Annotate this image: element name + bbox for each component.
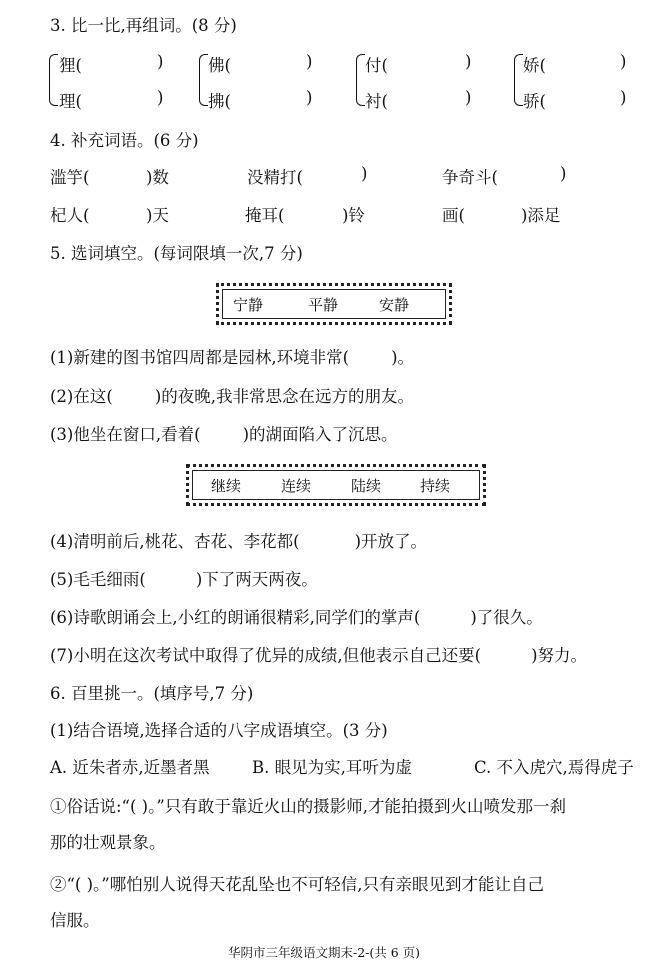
q5-item-2 (50, 383, 414, 407)
q3-word-top: 付( (365, 56, 388, 75)
q5-item-1 (50, 344, 414, 368)
q6-item2-line1: ②“( )。”哪怕别人说得天花乱坠也不可轻信,只有亲眼见到才能让自己 (50, 875, 544, 894)
q3-paren-close: ) (306, 52, 313, 71)
q4-idiom-post: )数 (146, 168, 169, 187)
q4-idiom-pre: 滥竽( (50, 168, 90, 187)
q5-item-text: (3)他坐在窗口,看着( (50, 425, 201, 444)
q3-paren-close: ) (157, 52, 164, 71)
q5-item-text: (1)新建的图书馆四周都是园林,环境非常( (50, 348, 350, 367)
q3-word-bottom: 衬( (365, 92, 388, 111)
q4-idiom-pre: 杞人( (50, 206, 90, 225)
q5-item-text: (7)小明在这次考试中取得了优异的成绩,但他表示自己还要( (50, 646, 482, 665)
q3-paren-close: ) (465, 52, 472, 71)
q5-item-text: )的湖面陷入了沉思。 (242, 425, 398, 444)
page-footer: 华阴市三年级语文期末-2-(共 6 页) (228, 945, 421, 960)
q3-paren-close: ) (620, 52, 627, 71)
q5-item-7 (50, 642, 587, 666)
q6-option-b: B. 眼见为实,耳听为虚 (252, 758, 412, 777)
q6-option-c: C. 不入虎穴,焉得虎子 (474, 758, 634, 777)
q4-title: 4. 补充词语。(6 分) (50, 131, 199, 150)
word-bank-word: 连续 (281, 477, 312, 495)
q3-title: 3. 比一比,再组词。(8 分) (50, 16, 237, 35)
q5-title: 5. 选词填空。(每词限填一次,7 分) (50, 244, 303, 263)
q5-item-text: )努力。 (531, 646, 587, 665)
q5-item-text: (5)毛毛细雨( (50, 570, 146, 589)
q4-idiom-pre: 掩耳( (245, 206, 285, 225)
q5-item-text: )。 (391, 348, 414, 367)
q5-item-text: )开放了。 (354, 532, 427, 551)
brace-icon (356, 54, 365, 106)
q4-idiom-post: ) (361, 164, 368, 183)
q5-item-4 (50, 528, 427, 552)
word-bank-word: 平静 (308, 296, 339, 314)
q4-idiom-post: )天 (146, 206, 169, 225)
q6-sub1: (1)结合语境,选择合适的八字成语填空。(3 分) (50, 721, 388, 740)
q5-item-3 (50, 421, 398, 445)
q5-item-text: )了很久。 (470, 608, 543, 627)
q5-item-text: (2)在这( (50, 387, 113, 406)
q4-idiom-post: ) (560, 164, 567, 183)
q4-idiom-pre: 争奇斗( (442, 168, 498, 187)
q3-word-top: 狸( (59, 56, 82, 75)
brace-icon (514, 54, 523, 106)
word-bank-word: 陆续 (351, 477, 382, 495)
q3-word-bottom: 拂( (208, 92, 231, 111)
q4-idiom-post: )铃 (342, 206, 365, 225)
q3-word-bottom: 理( (59, 92, 82, 111)
word-bank-1 (216, 283, 452, 325)
q6-title: 6. 百里挑一。(填序号,7 分) (50, 684, 254, 703)
q3-paren-close: ) (306, 88, 313, 107)
q4-idiom-pre: 没精打( (247, 168, 303, 187)
q3-word-top: 佛( (208, 56, 231, 75)
q5-item-6 (50, 604, 543, 628)
q6-option-a: A. 近朱者赤,近墨者黑 (50, 758, 210, 777)
q6-item1-line1: ①俗话说:“( )。”只有敢于靠近火山的摄影师,才能拍摄到火山喷发那一刹 (50, 797, 567, 816)
brace-icon (199, 54, 208, 106)
word-bank-word: 宁静 (233, 296, 264, 314)
brace-icon (49, 54, 58, 106)
q6-item1-line2: 那的壮观景象。 (50, 833, 166, 852)
word-bank-word: 继续 (211, 477, 242, 495)
word-bank-word: 持续 (420, 477, 451, 495)
q5-item-5 (50, 566, 318, 590)
q3-paren-close: ) (620, 88, 627, 107)
q5-item-text: (4)清明前后,桃花、杏花、李花都( (50, 532, 300, 551)
q5-item-text: (6)诗歌朗诵会上,小红的朗诵很精彩,同学们的掌声( (50, 608, 421, 627)
q3-paren-close: ) (157, 88, 164, 107)
q5-item-text: )下了两天两夜。 (195, 570, 318, 589)
word-bank-2 (186, 464, 486, 506)
q5-item-text: )的夜晚,我非常思念在远方的朋友。 (154, 387, 414, 406)
q3-word-top: 娇( (523, 56, 546, 75)
q6-item2-line2: 信服。 (50, 911, 100, 930)
q4-idiom-post: )添足 (521, 206, 561, 225)
q3-paren-close: ) (465, 88, 472, 107)
q3-word-bottom: 骄( (523, 92, 546, 111)
word-bank-word: 安静 (379, 296, 410, 314)
q4-idiom-pre: 画( (442, 206, 465, 225)
